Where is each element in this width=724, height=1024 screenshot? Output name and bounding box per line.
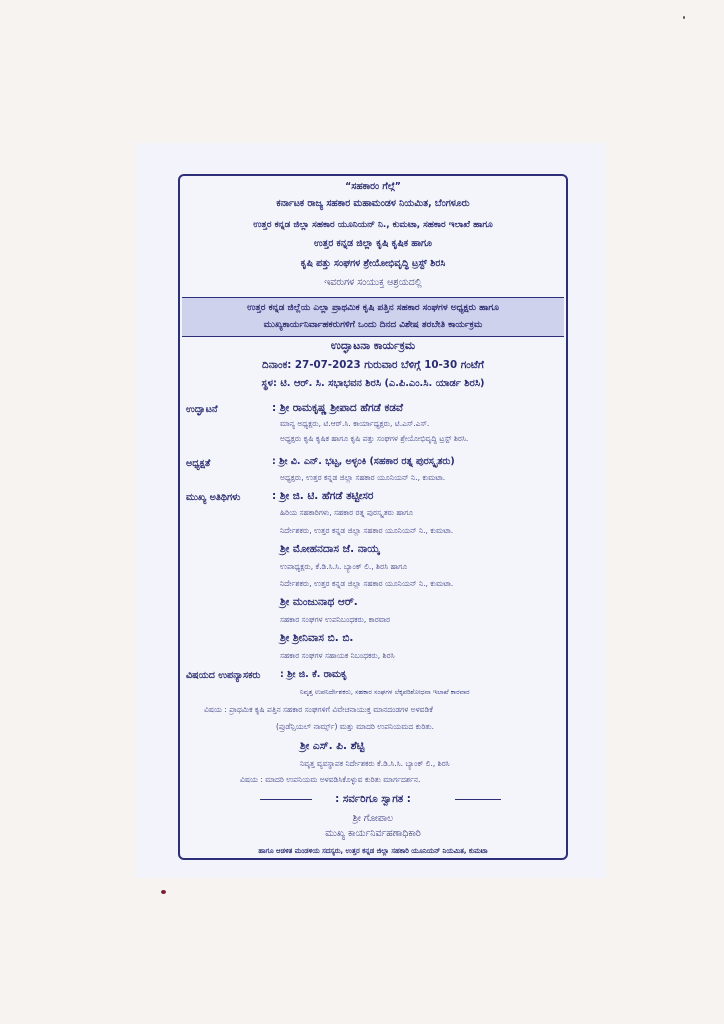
guest-2-role-2: ನಿರ್ದೇಶಕರು, ಉತ್ತರ ಕನ್ನಡ ಜಿಲ್ಲಾ ಸಹಕಾರ ಯೂನಿಯನ್ ನಿ., ಕುಮಟಾ. bbox=[280, 579, 454, 588]
speaker-2-role: ನಿವೃತ್ತ ವ್ಯವಸ್ಥಾಪಕ ನಿರ್ದೇಶಕರು ಕೆ.ಡಿ.ಸಿ.ಸಿ. ಬ್ಯಾಂಕ್ ಲಿ., ಶಿರಸಿ bbox=[300, 759, 450, 768]
guest-4-name: ಶ್ರೀ ಶ್ರೀನಿವಾಸ ಬಿ. ಬಿ. bbox=[280, 632, 354, 644]
event-venue: ಸ್ಥಳ: ಟಿ. ಆರ್. ಸಿ. ಸಭಾಭವನ ಶಿರಸಿ (ಎ.ಪಿ.ಎಂ.ಸಿ. ಯಾರ್ಡ ಶಿರಸಿ) bbox=[261, 378, 485, 389]
inaugurator-name: : ಶ್ರೀ ರಾಮಕೃಷ್ಣ ಶ್ರೀಪಾದ ಹೆಗಡೆ ಕಡವೆ bbox=[272, 402, 404, 414]
president-label: ಅಧ್ಯಕ್ಷತೆ bbox=[186, 458, 211, 469]
speaker-1-name: : ಶ್ರೀ ಜಿ. ಕೆ. ರಾಮಕೃ bbox=[280, 669, 348, 680]
guest-4-role: ಸಹಕಾರ ಸಂಘಗಳ ಸಹಾಯಕ ನಿಬಂಧಕರು, ಶಿರಸಿ bbox=[280, 651, 395, 660]
organizer-line-2: ಉತ್ತರ ಕನ್ನಡ ಜಿಲ್ಲಾ ಸಹಕಾರ ಯೂನಿಯನ್ ನಿ., ಕುಮಟಾ, ಸಹಕಾರ ಇಲಾಖೆ ಹಾಗೂ bbox=[253, 220, 493, 230]
welcome-rule-right bbox=[455, 799, 501, 800]
speaker-1-topic-1: ವಿಷಯ : ಪ್ರಾಥಮಿಕ ಕೃಷಿ ಪತ್ತಿನ ಸಹಕಾರ ಸಂಘಗಳಿಗೆ ವಿವೇಚನಾಯುಕ್ತ ಮಾನದಂಡಗಳ ಅಳವಡಿಕೆ bbox=[204, 705, 433, 714]
training-banner bbox=[182, 297, 564, 337]
guest-1-name: : ಶ್ರೀ ಜಿ. ಟಿ. ಹೆಗಡೆ ತಟ್ಟೀಸರ bbox=[272, 490, 374, 502]
inaugurator-role-2: ಅಧ್ಯಕ್ಷರು ಕೃಷಿ ಕೃಷಿಕ ಹಾಗೂ ಕೃಷಿ ಪತ್ತು ಸಂಘಗಳ ಶ್ರೇಯೋಭಿವೃದ್ಧಿ ಟ್ರಸ್ಟ್ ಶಿರಸಿ. bbox=[280, 434, 469, 443]
organizer-line-3: ಉತ್ತರ ಕನ್ನಡ ಜಿಲ್ಲಾ ಕೃಷಿ ಕೃಷಿಕ ಹಾಗೂ bbox=[314, 238, 432, 249]
ink-speck bbox=[161, 890, 166, 894]
ink-speck bbox=[683, 16, 685, 19]
banner-line-2: ಮುಖ್ಯಕಾರ್ಯನಿರ್ವಾಹಕರುಗಳಿಗೆ ಒಂದು ದಿನದ ವಿಶೇಷ ತರಬೇತಿ ಕಾರ್ಯಕ್ರಮ bbox=[263, 320, 483, 330]
organizer-line-4: ಕೃಷಿ ಪತ್ತು ಸಂಘಗಳ ಶ್ರೇಯೋಭಿವೃದ್ಧಿ ಟ್ರಸ್ಟ್ ಶಿರಸಿ bbox=[300, 258, 446, 269]
welcome-text: : ಸರ್ವರಿಗೂ ಸ್ವಾಗತ : bbox=[335, 793, 411, 805]
organizer-line-5: ಇವರುಗಳ ಸಂಯುಕ್ತ ಆಶ್ರಯದಲ್ಲಿ bbox=[324, 277, 422, 288]
invitation-card bbox=[178, 174, 568, 860]
inaugurator-label: ಉದ್ಘಾಟನೆ bbox=[186, 404, 218, 415]
president-role: ಅಧ್ಯಕ್ಷರು, ಉತ್ತರ ಕನ್ನಡ ಜಿಲ್ಲಾ ಸಹಕಾರ ಯೂನಿಯನ್ ನಿ., ಕುಮಟಾ. bbox=[280, 473, 446, 482]
event-title: ಉದ್ಘಾಟನಾ ಕಾರ್ಯಕ್ರಮ bbox=[330, 339, 416, 352]
guest-2-role-1: ಉಪಾಧ್ಯಕ್ಷರು, ಕೆ.ಡಿ.ಸಿ.ಸಿ. ಬ್ಯಾಂಕ್ ಲಿ., ಶಿರಸಿ ಹಾಗೂ bbox=[280, 562, 408, 571]
signer-role: ಮುಖ್ಯ ಕಾರ್ಯನಿರ್ವಹಣಾಧಿಕಾರಿ bbox=[325, 828, 421, 839]
guest-1-role-1: ಹಿರಿಯ ಸಹಕಾರಿಗಳು, ಸಹಕಾರ ರತ್ನ ಪುರಸ್ಕೃತರು ಹಾಗೂ bbox=[280, 508, 414, 517]
guest-1-role-2: ನಿರ್ದೇಶಕರು, ಉತ್ತರ ಕನ್ನಡ ಜಿಲ್ಲಾ ಸಹಕಾರ ಯೂನಿಯನ್ ನಿ., ಕುಮಟಾ. bbox=[280, 526, 454, 535]
guest-3-name: ಶ್ರೀ ಮಂಜುನಾಥ ಆರ್. bbox=[280, 596, 358, 608]
guests-label: ಮುಖ್ಯ ಅತಿಥಿಗಳು bbox=[186, 492, 241, 503]
speaker-2-topic: ವಿಷಯ : ಮಾದರಿ ಉಪನಿಯಮ ಅಳವಡಿಸಿಕೊಳ್ಳುವ ಕುರಿತು ಮಾರ್ಗದರ್ಶನ. bbox=[240, 775, 421, 784]
organizer-line-1: ಕರ್ನಾಟಕ ರಾಜ್ಯ ಸಹಕಾರ ಮಹಾಮಂಡಳ ನಿಯಮಿತ, ಬೆಂಗಳೂರು bbox=[276, 198, 470, 209]
motto: “ಸಹಕಾರಂ ಗೆಲ್ಗೆ” bbox=[345, 181, 401, 192]
speaker-1-topic-2: (ಪ್ರುಡೆನ್ಷಿಯಲ್ ನಾರ್ಮ್ಸ್) ಮತ್ತು ಮಾದರಿ ಉಪನಿಯಮದ ಕುರಿತು. bbox=[276, 722, 435, 731]
banner-line-1: ಉತ್ತರ ಕನ್ನಡ ಜಿಲ್ಲೆಯ ಎಲ್ಲಾ ಪ್ರಾಥಮಿಕ ಕೃಷಿ ಪತ್ತಿನ ಸಹಕಾರ ಸಂಘಗಳ ಅಧ್ಯಕ್ಷರು ಹಾಗೂ bbox=[247, 303, 499, 313]
signer-name: ಶ್ರೀ ಗೋಪಾಲ bbox=[352, 813, 394, 824]
guest-3-role: ಸಹಕಾರ ಸಂಘಗಳ ಉಪನಿಬಂಧಕರು, ಕಾರವಾರ bbox=[280, 615, 391, 624]
guest-2-name: ಶ್ರೀ ಮೋಹನದಾಸ ಜೆ. ನಾಯ್ಕ bbox=[280, 543, 380, 555]
inaugurator-role-1: ಮಾನ್ಯ ಅಧ್ಯಕ್ಷರು, ಟಿ.ಆರ್.ಸಿ. ಕಾರ್ಯಾಧ್ಯಕ್ಷರು, ಟಿ.ಎಸ್.ಎಸ್. bbox=[280, 419, 430, 428]
president-name: : ಶ್ರೀ ವಿ. ಎನ್. ಭಟ್ಟ, ಅಳ್ಳಂಕಿ (ಸಹಕಾರ ರತ್ನ ಪುರಸ್ಕೃತರು) bbox=[272, 456, 455, 467]
event-date: ದಿನಾಂಕ: 27-07-2023 ಗುರುವಾರ ಬೆಳಿಗ್ಗೆ 10-30 ಗಂಟೆಗೆ bbox=[262, 359, 484, 371]
speaker-2-name: ಶ್ರೀ ಎಸ್. ಪಿ. ಶೆಟ್ಟಿ bbox=[300, 740, 365, 752]
speaker-1-role: ನಿವೃತ್ತ ಉಪನಿರ್ದೇಶಕರು, ಸಹಕಾರ ಸಂಘಗಳ ಲೆಕ್ಕಪರಿಶೋಧನಾ ಇಲಾಖೆ ಕಾರವಾರ bbox=[300, 688, 470, 696]
speakers-label: ವಿಷಯದ ಉಪನ್ಯಾಸಕರು bbox=[186, 670, 261, 681]
footer-bottom-line: ಹಾಗೂ ಆಡಳಿತ ಮಂಡಳಿಯ ಸದಸ್ಯರು, ಉತ್ತರ ಕನ್ನಡ ಜಿಲ್ಲಾ ಸಹಕಾರಿ ಯೂನಿಯನ್ ನಿಯಮಿತ, ಕುಮಟಾ bbox=[258, 847, 488, 855]
